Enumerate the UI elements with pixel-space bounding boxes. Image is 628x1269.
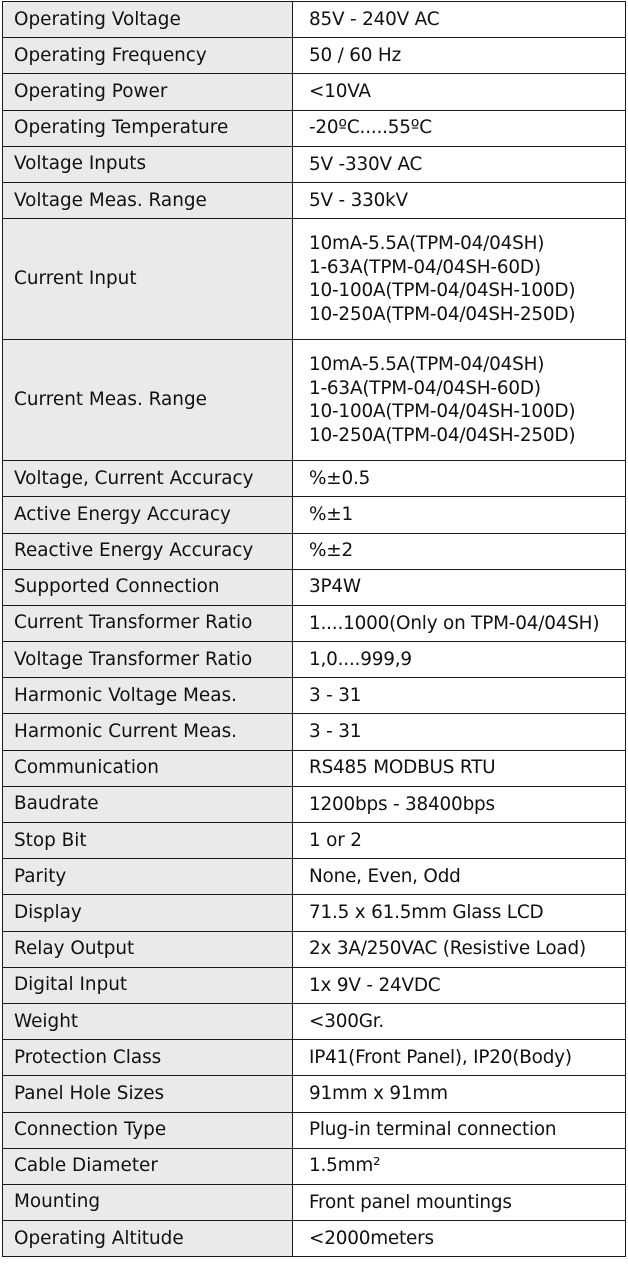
spec-label: Current Input: [3, 219, 293, 340]
spec-value: [293, 931, 626, 967]
spec-value: [293, 967, 626, 1003]
spec-value: [293, 1076, 626, 1112]
spec-value: [293, 74, 626, 110]
spec-row: [3, 219, 626, 340]
spec-label: Baudrate: [3, 786, 293, 822]
spec-value-line: 5V - 330kV: [309, 189, 408, 211]
spec-value: [293, 895, 626, 931]
spec-label: Stop Bit: [3, 823, 293, 859]
spec-label: Voltage Transformer Ratio: [3, 642, 293, 678]
spec-label: Supported Connection: [3, 569, 293, 605]
spec-row: [3, 461, 626, 497]
spec-value: [293, 1040, 626, 1076]
spec-value-line: 3P4W: [309, 576, 361, 598]
spec-value: [293, 497, 626, 533]
spec-value-line: 10mA-5.5A(TPM-04/04SH): [309, 232, 545, 254]
spec-label: Protection Class: [3, 1040, 293, 1076]
spec-value-line: 1,0....999,9: [309, 648, 412, 670]
spec-row: [3, 110, 626, 146]
spec-value-line: 1-63A(TPM-04/04SH-60D): [309, 256, 541, 278]
spec-value-line: 10-100A(TPM-04/04SH-100D): [309, 401, 576, 423]
spec-value: [293, 182, 626, 218]
spec-label: Operating Altitude: [3, 1221, 293, 1257]
spec-value-line: 71.5 x 61.5mm Glass LCD: [309, 902, 544, 924]
spec-label: Panel Hole Sizes: [3, 1076, 293, 1112]
spec-value-line: <2000meters: [309, 1227, 434, 1249]
spec-value-line: 2x 3A/250VAC (Resistive Load): [309, 938, 586, 960]
spec-value: [293, 678, 626, 714]
spec-value-line: 1x 9V - 24VDC: [309, 974, 441, 996]
spec-value-line: 1 or 2: [309, 829, 362, 851]
spec-label: Harmonic Voltage Meas.: [3, 678, 293, 714]
spec-value: [293, 569, 626, 605]
spec-value: [293, 38, 626, 74]
spec-value: [293, 605, 626, 641]
spec-value: [293, 533, 626, 569]
spec-row: [3, 859, 626, 895]
spec-value: [293, 461, 626, 497]
spec-label: Voltage Meas. Range: [3, 182, 293, 218]
spec-value-line: 3 - 31: [309, 721, 362, 743]
spec-row: [3, 714, 626, 750]
spec-row: [3, 1148, 626, 1184]
spec-row: [3, 2, 626, 38]
spec-value-line: -20ºC.....55ºC: [309, 117, 432, 139]
spec-value-line: <10VA: [309, 81, 371, 103]
spec-value-line: %±2: [309, 540, 353, 562]
spec-value-line: 10mA-5.5A(TPM-04/04SH): [309, 353, 545, 375]
spec-value-line: 10-250A(TPM-04/04SH-250D): [309, 424, 576, 446]
spec-row: [3, 533, 626, 569]
spec-value-line: 91mm x 91mm: [309, 1083, 448, 1105]
spec-row: [3, 750, 626, 786]
spec-value-line: 10-250A(TPM-04/04SH-250D): [309, 303, 576, 325]
spec-value-line: <300Gr.: [309, 1010, 385, 1032]
spec-row: [3, 605, 626, 641]
spec-row: [3, 1112, 626, 1148]
spec-value-line: 5V -330V AC: [309, 153, 423, 175]
spec-row: [3, 1040, 626, 1076]
spec-value-line: 1.5mm²: [309, 1155, 381, 1177]
spec-row: [3, 895, 626, 931]
spec-value: [293, 1112, 626, 1148]
spec-row: [3, 678, 626, 714]
spec-label: Reactive Energy Accuracy: [3, 533, 293, 569]
spec-row: [3, 786, 626, 822]
spec-row: [3, 1003, 626, 1039]
spec-value: [293, 2, 626, 38]
spec-label: Connection Type: [3, 1112, 293, 1148]
spec-label: Weight: [3, 1003, 293, 1039]
specifications-body: [3, 2, 626, 1257]
spec-row: [3, 1184, 626, 1220]
spec-label: Voltage, Current Accuracy: [3, 461, 293, 497]
spec-value: [293, 110, 626, 146]
spec-value: [293, 750, 626, 786]
spec-row: [3, 967, 626, 1003]
spec-value: [293, 1221, 626, 1257]
spec-label: Display: [3, 895, 293, 931]
spec-value: [293, 823, 626, 859]
spec-row: [3, 74, 626, 110]
spec-row: [3, 1076, 626, 1112]
spec-value-line: 3 - 31: [309, 685, 362, 707]
specifications-table: [2, 1, 626, 1257]
spec-row: [3, 642, 626, 678]
spec-value-line: 1200bps - 38400bps: [309, 793, 495, 815]
spec-row: [3, 146, 626, 182]
spec-value-line: %±0.5: [309, 467, 371, 489]
spec-row: [3, 340, 626, 461]
spec-value: [293, 1003, 626, 1039]
spec-label: Current Transformer Ratio: [3, 605, 293, 641]
spec-value-line: 1....1000(Only on TPM-04/04SH): [309, 612, 600, 634]
spec-value-line: 50 / 60 Hz: [309, 44, 402, 66]
spec-value: [293, 642, 626, 678]
spec-value-line: %±1: [309, 504, 353, 526]
spec-value: [293, 714, 626, 750]
spec-value-line: Front panel mountings: [309, 1191, 512, 1213]
spec-label: Active Energy Accuracy: [3, 497, 293, 533]
spec-label: Mounting: [3, 1184, 293, 1220]
spec-label: Operating Voltage: [3, 2, 293, 38]
spec-value: [293, 219, 626, 340]
spec-label: Current Meas. Range: [3, 340, 293, 461]
spec-value-line: 10-100A(TPM-04/04SH-100D): [309, 280, 576, 302]
spec-label: Relay Output: [3, 931, 293, 967]
spec-value-line: 85V - 240V AC: [309, 8, 440, 30]
spec-value-line: None, Even, Odd: [309, 865, 461, 887]
spec-row: [3, 823, 626, 859]
spec-label: Harmonic Current Meas.: [3, 714, 293, 750]
spec-label: Operating Frequency: [3, 38, 293, 74]
spec-row: [3, 38, 626, 74]
spec-value: [293, 1148, 626, 1184]
spec-value: [293, 146, 626, 182]
spec-label: Operating Temperature: [3, 110, 293, 146]
spec-row: [3, 1221, 626, 1257]
spec-label: Parity: [3, 859, 293, 895]
spec-value: [293, 859, 626, 895]
spec-row: [3, 182, 626, 218]
spec-row: [3, 931, 626, 967]
spec-value: [293, 340, 626, 461]
spec-value: [293, 1184, 626, 1220]
spec-value-line: Plug-in terminal connection: [309, 1119, 557, 1141]
spec-row: [3, 569, 626, 605]
spec-label: Communication: [3, 750, 293, 786]
spec-label: Operating Power: [3, 74, 293, 110]
spec-label: Voltage Inputs: [3, 146, 293, 182]
spec-value-line: IP41(Front Panel), IP20(Body): [309, 1046, 572, 1068]
spec-value-line: RS485 MODBUS RTU: [309, 757, 496, 779]
spec-row: [3, 497, 626, 533]
spec-label: Digital Input: [3, 967, 293, 1003]
spec-value-line: 1-63A(TPM-04/04SH-60D): [309, 377, 541, 399]
spec-value: [293, 786, 626, 822]
spec-label: Cable Diameter: [3, 1148, 293, 1184]
